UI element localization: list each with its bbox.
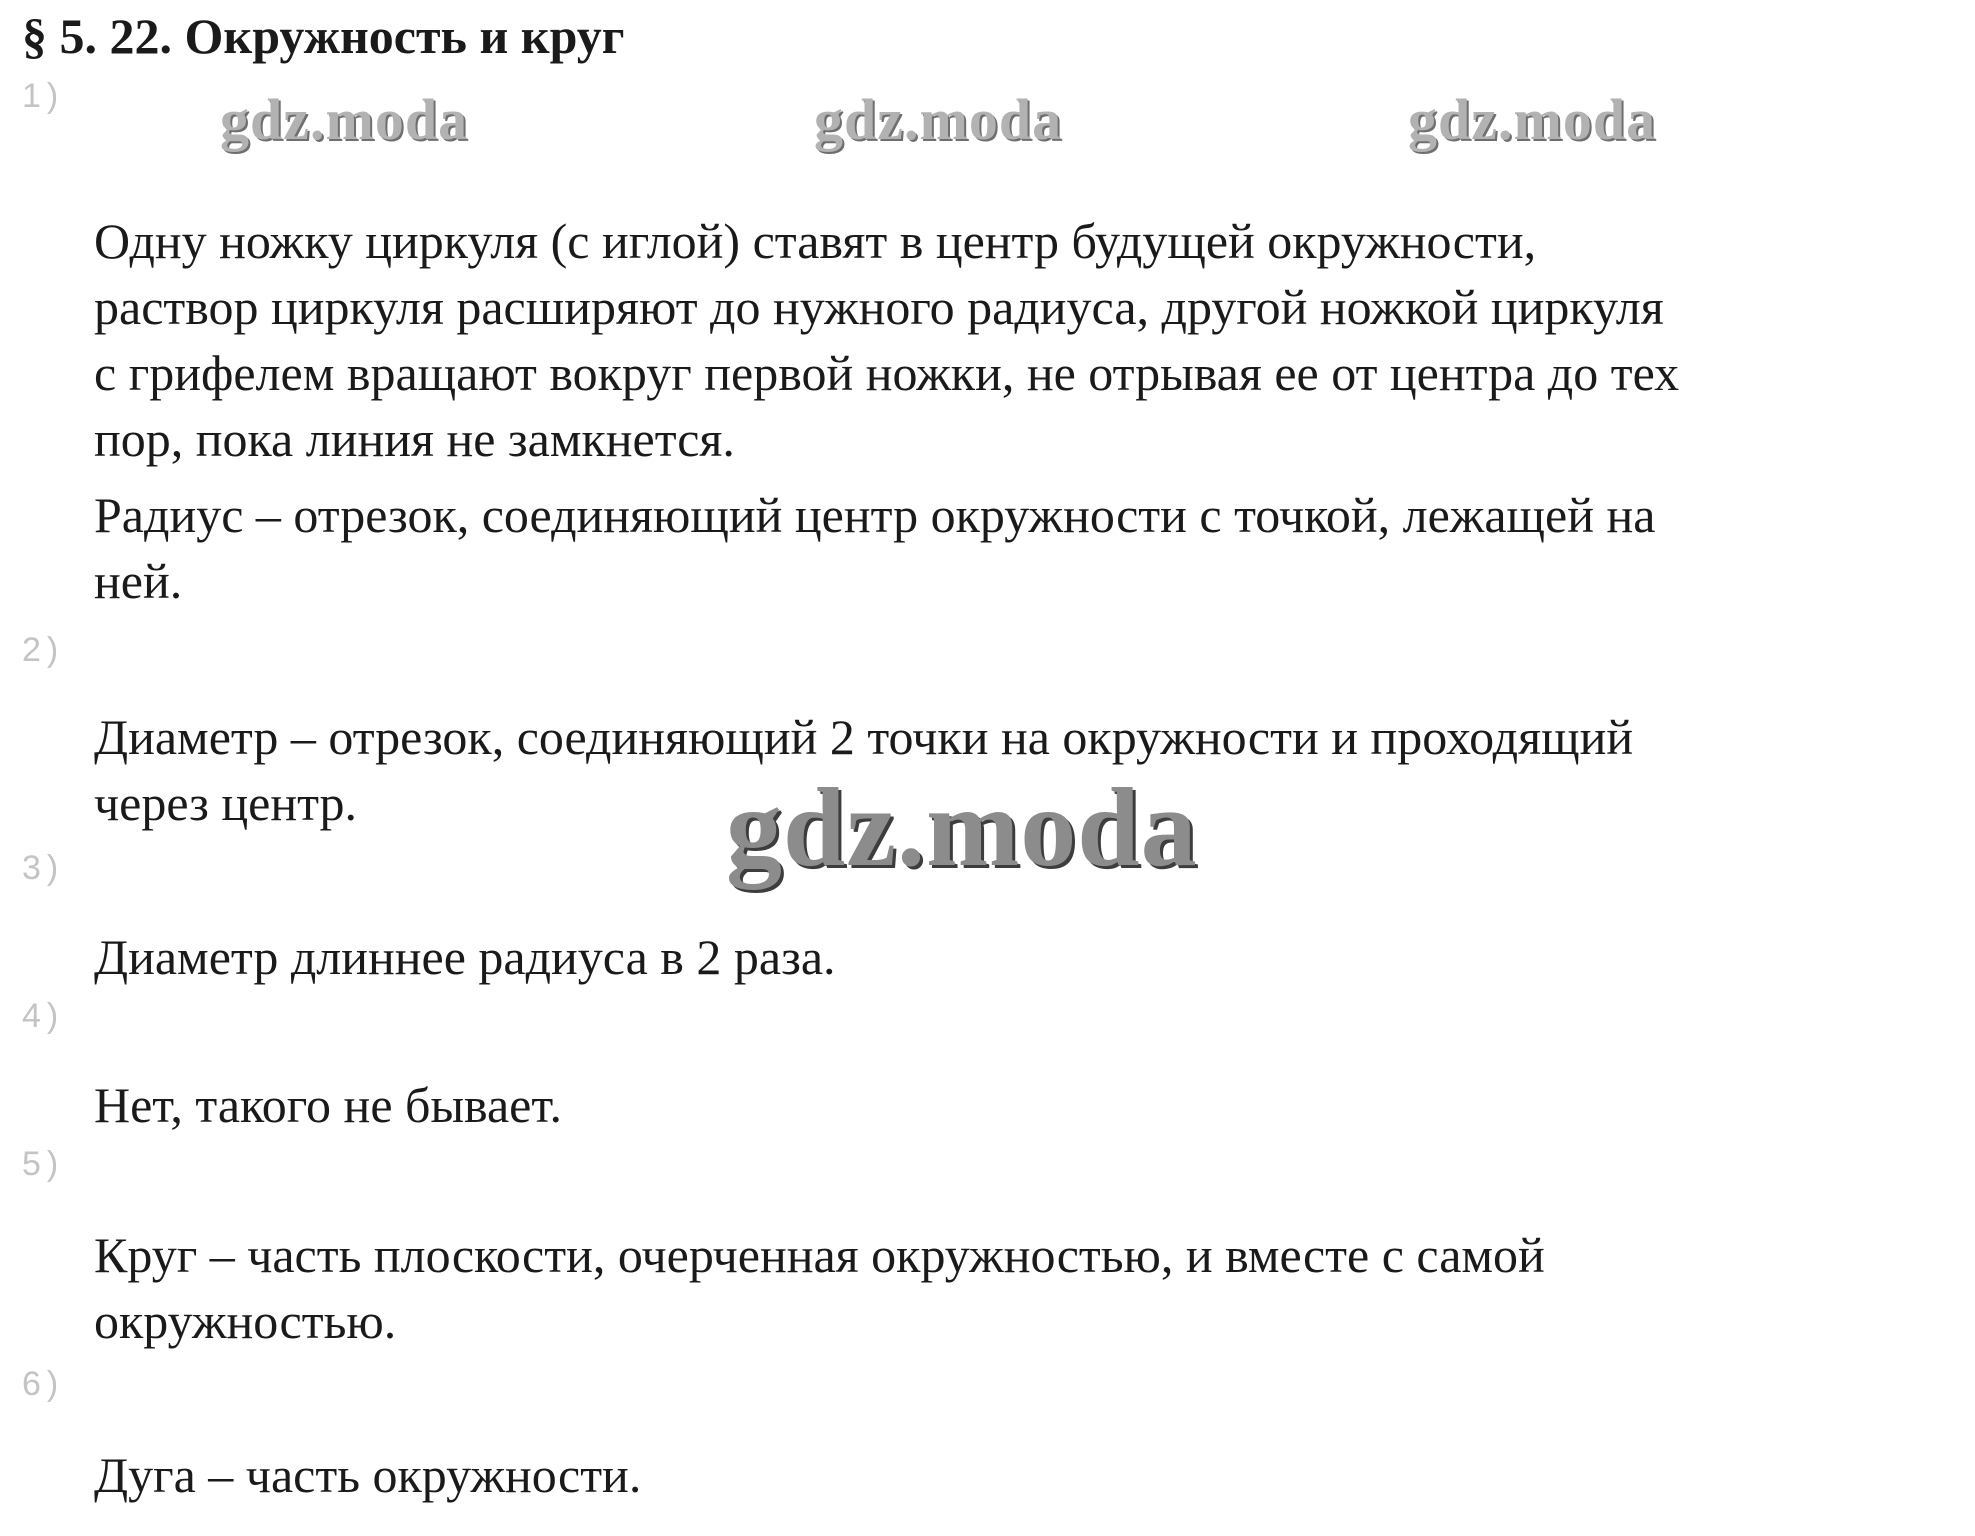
watermark: gdz.moda [814,87,1063,152]
section-number-6: 6) [22,1365,65,1403]
section-1-paragraph-1 [94,208,1964,472]
text-line: раствор циркуля расширяют до нужного радиуса, другой ножкой циркуля [94,279,1664,335]
section-4-paragraph-1 [94,1072,1964,1138]
section-5-paragraph-1 [94,1222,1964,1354]
section-number-5: 5) [22,1145,65,1183]
text-line: с грифелем вращают вокруг первой ножки, не отрывая ее от центра до тех [94,345,1680,401]
text-line: Одну ножку циркуля (с иглой) ставят в центр будущей окружности, [94,213,1537,269]
text-line: Круг – часть плоскости, очерченная окружностью, и вместе с самой [94,1227,1545,1283]
text-line: Радиус – отрезок, соединяющий центр окружности с точкой, лежащей на [94,487,1656,543]
text-line: ней. [94,553,183,609]
section-number-3: 3) [22,849,65,887]
section-6-paragraph-1 [94,1442,1964,1508]
section-number-4: 4) [22,997,65,1035]
watermark: gdz.moda [726,766,1198,890]
section-number-2: 2) [22,631,65,669]
section-number-1: 1) [22,77,65,115]
page-title: § 5. 22. Окружность и круг [22,8,625,64]
text-line: Диаметр длиннее радиуса в 2 раза. [94,929,836,985]
text-line: Дуга – часть окружности. [94,1447,642,1503]
text-line: Нет, такого не бывает. [94,1077,562,1133]
section-1-paragraph-2 [94,482,1964,614]
watermark: gdz.moda [1408,87,1657,152]
text-line: окружностью. [94,1293,397,1349]
text-line: через центр. [94,775,358,831]
section-3-paragraph-1 [94,924,1964,990]
text-line: пор, пока линия не замкнется. [94,411,735,467]
text-line: Диаметр – отрезок, соединяющий 2 точки на окружности и проходящий [94,709,1634,765]
watermark: gdz.moda [220,87,469,152]
